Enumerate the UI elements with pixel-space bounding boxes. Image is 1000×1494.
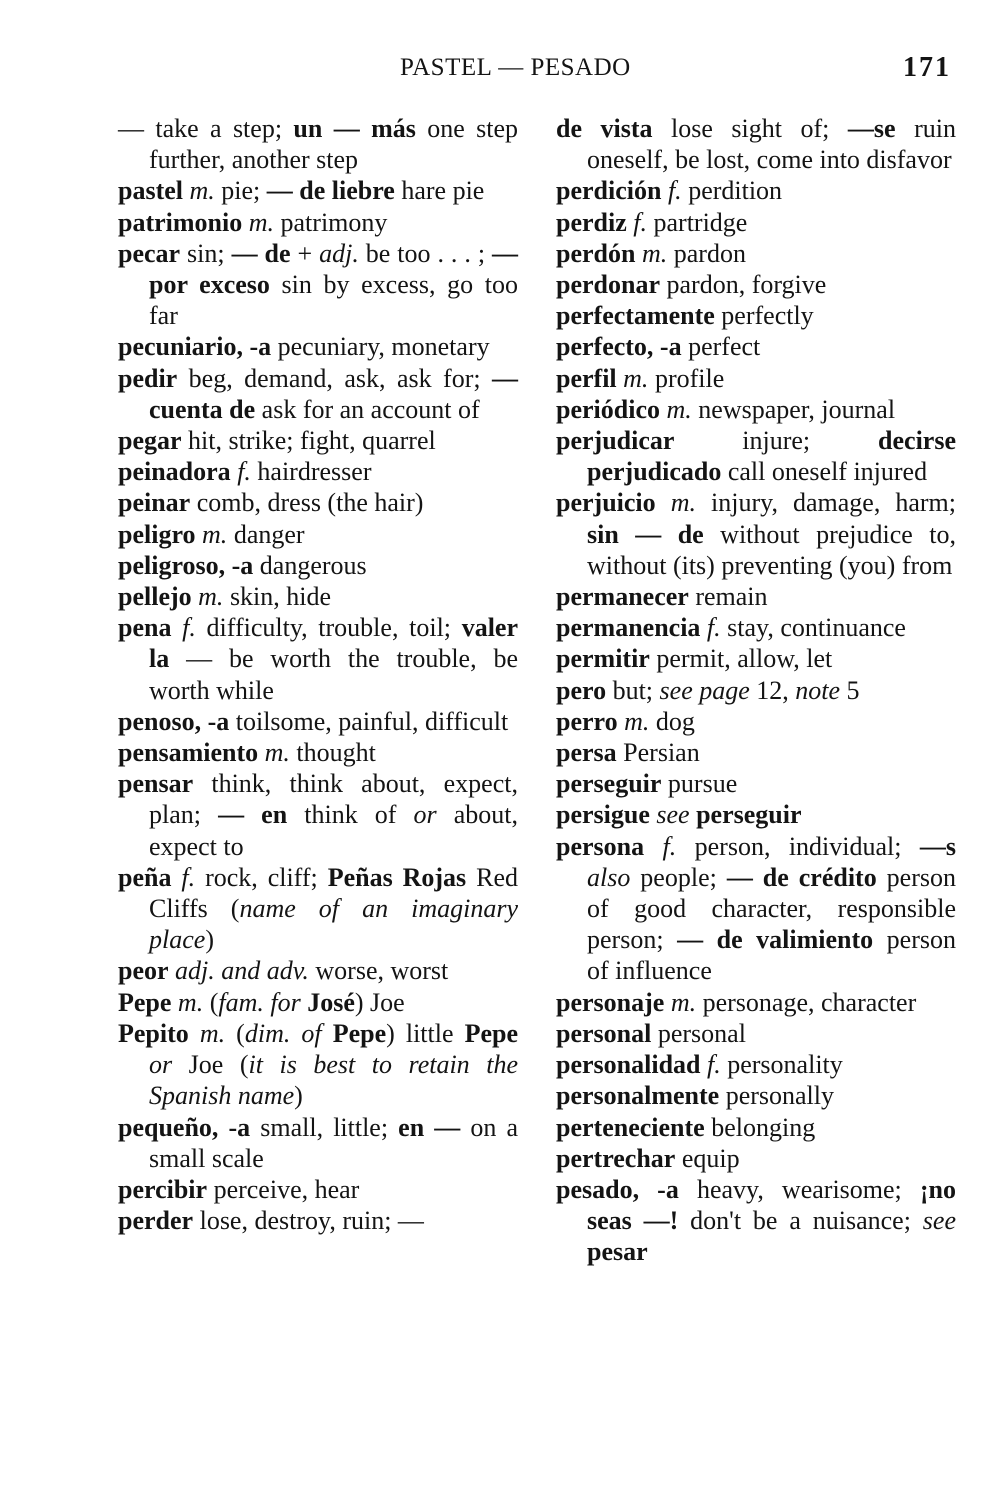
- italic-label: f.: [667, 176, 682, 206]
- dictionary-entry: [118, 1018, 518, 1112]
- definition-text: [644, 832, 662, 861]
- dictionary-entry: [556, 363, 956, 394]
- definition-text: remain: [688, 582, 768, 612]
- definition-text: pardon, forgive: [660, 270, 827, 300]
- definition-text: beg, demand, ask, ask for;: [177, 363, 492, 393]
- definition-text: be too . . . ;: [358, 238, 492, 268]
- headword: peligro: [118, 519, 196, 549]
- dictionary-entry: [556, 425, 956, 487]
- dictionary-entry: [118, 487, 518, 518]
- dictionary-entry: [118, 113, 518, 175]
- definition-text: pardon: [667, 238, 746, 268]
- dictionary-entry: [556, 987, 956, 1018]
- dictionary-entry: [118, 363, 518, 425]
- headword: perjuicio: [556, 488, 656, 518]
- dictionary-entry: [118, 768, 518, 862]
- headword: — por exceso: [149, 238, 518, 300]
- dictionary-entry: [118, 331, 518, 362]
- definition-text: person, individual;: [676, 831, 920, 861]
- headword: — cuenta de: [149, 363, 518, 424]
- definition-text: injure;: [674, 426, 879, 456]
- headword: personal: [556, 1018, 652, 1048]
- dictionary-entry: [556, 1049, 956, 1080]
- right-column: [556, 113, 956, 1268]
- definition-text: skin, hide: [223, 582, 332, 612]
- dictionary-entry: [118, 550, 518, 581]
- definition-text: +: [290, 238, 320, 268]
- dictionary-entry: [556, 331, 956, 362]
- headword: Pepe: [332, 1018, 387, 1048]
- italic-label: m.: [641, 238, 668, 268]
- italic-label: adj.: [175, 956, 215, 986]
- headword: — de crédito: [726, 862, 877, 892]
- dictionary-entry: [118, 425, 518, 456]
- headword: Pepe: [118, 987, 172, 1017]
- definition-text: (: [225, 1018, 245, 1048]
- headword: ¡no seas —!: [587, 1174, 956, 1236]
- headword: percibir: [118, 1174, 208, 1204]
- definition-text: sin by excess, go too far: [149, 270, 518, 331]
- headword: pegar: [118, 426, 182, 456]
- italic-label: m.: [189, 176, 215, 206]
- italic-label: m.: [670, 488, 696, 518]
- definition-text: ): [294, 1081, 303, 1111]
- dictionary-entry: [556, 1080, 956, 1111]
- headword: pensar: [118, 769, 194, 799]
- definition-text: profile: [648, 363, 725, 393]
- headword: perro: [556, 706, 618, 736]
- headword: peinar: [118, 488, 191, 518]
- definition-text: ruin oneself, be lost, come into disfavor: [587, 114, 956, 175]
- italic-label: and: [221, 956, 261, 986]
- headword: Pepe: [464, 1018, 518, 1048]
- headword: peinadora: [118, 457, 231, 487]
- headword: patrimonio: [118, 207, 243, 237]
- dictionary-entry: [556, 1174, 956, 1268]
- dictionary-entry: [118, 581, 518, 612]
- definition-text: think, think about, expect, plan;: [149, 769, 518, 830]
- italic-label: m.: [666, 394, 692, 424]
- dictionary-entry: [118, 737, 518, 768]
- dictionary-entry: [118, 1112, 518, 1174]
- definition-text: about, expect to: [149, 800, 519, 861]
- italic-label: m.: [177, 987, 204, 1017]
- definition-text: — be worth the trouble, be worth while: [149, 644, 518, 705]
- headword: periódico: [556, 394, 660, 424]
- definition-text: perfect: [681, 332, 761, 362]
- dictionary-entry: [118, 987, 518, 1018]
- dictionary-entry: [118, 1205, 518, 1236]
- headword: pastel: [118, 176, 183, 206]
- headword: peor: [118, 956, 169, 986]
- italic-label: name of an imaginary place: [149, 894, 518, 955]
- dictionary-entry: [118, 238, 518, 332]
- headword: persa: [556, 738, 617, 768]
- definition-text: person of good character, responsible person;: [587, 862, 957, 955]
- headword: pertrechar: [556, 1143, 676, 1173]
- headword: permanencia: [556, 613, 701, 643]
- definition-text: danger: [227, 519, 305, 549]
- headword: pedir: [118, 363, 178, 393]
- definition-text: personally: [719, 1081, 835, 1111]
- italic-label: it is best to retain the Spanish name: [149, 1050, 518, 1111]
- dictionary-entry: [556, 737, 956, 768]
- headword: perjudicar: [556, 426, 675, 456]
- headword: decirse perjudicado: [587, 426, 956, 487]
- italic-label: m.: [623, 363, 649, 393]
- dictionary-entry: [118, 862, 518, 956]
- definition-text: 5: [840, 675, 860, 705]
- dictionary-entry: [556, 768, 956, 799]
- definition-text: [171, 613, 182, 642]
- headword: perfectamente: [556, 301, 715, 331]
- page-number: 171: [903, 52, 951, 83]
- definition-text: patrimony: [274, 207, 388, 237]
- headword: pecuniario, -a: [118, 332, 272, 362]
- headword: perfecto, -a: [556, 332, 682, 362]
- italic-label: f.: [707, 1050, 721, 1080]
- italic-label: see: [922, 1206, 956, 1236]
- italic-label: f.: [237, 457, 251, 487]
- italic-label: f.: [181, 862, 196, 892]
- italic-label: also: [587, 862, 631, 892]
- definition-text: stay, continuance: [720, 613, 906, 643]
- dictionary-entry: [556, 487, 956, 581]
- left-column: [118, 113, 518, 1236]
- italic-label: fam. for: [218, 987, 301, 1017]
- definition-text: pecuniary, monetary: [271, 332, 490, 362]
- definition-text: pursue: [661, 769, 738, 799]
- headword: personalidad: [556, 1050, 701, 1080]
- headword: valer la: [149, 613, 518, 674]
- definition-text: permit, allow, let: [649, 644, 833, 674]
- italic-label: or: [149, 1050, 173, 1080]
- definition-text: ): [205, 925, 214, 955]
- italic-label: m.: [199, 1018, 226, 1048]
- headword: persona: [556, 831, 645, 861]
- definition-text: 12,: [749, 675, 796, 705]
- headword: perdición: [556, 176, 662, 206]
- dictionary-entry: [556, 238, 956, 269]
- dictionary-entry: [556, 1112, 956, 1143]
- dictionary-entry: [556, 113, 956, 175]
- headword: personaje: [556, 987, 665, 1017]
- headword: pecar: [118, 238, 181, 268]
- headword: —s: [919, 831, 956, 861]
- dictionary-entry: [118, 456, 518, 487]
- definition-text: thought: [289, 738, 376, 768]
- headword: perdonar: [556, 270, 660, 300]
- definition-text: perfectly: [714, 301, 814, 331]
- italic-label: see: [656, 800, 690, 830]
- definition-text: dog: [649, 706, 695, 736]
- headword: perseguir: [556, 769, 662, 799]
- dictionary-entry: [556, 799, 956, 830]
- headword: penoso, -a: [118, 706, 230, 736]
- dictionary-entry: [556, 175, 956, 206]
- italic-label: m.: [202, 519, 228, 549]
- definition-text: people;: [630, 862, 727, 892]
- definition-text: think of: [287, 800, 414, 830]
- headword: personalmente: [556, 1081, 720, 1111]
- italic-label: dim. of: [244, 1018, 322, 1048]
- definition-text: rock, cliff;: [195, 862, 328, 892]
- headword: pesar: [587, 1237, 648, 1267]
- dictionary-entry: [118, 955, 518, 986]
- definition-text: lose, destroy, ruin; —: [193, 1206, 424, 1236]
- definition-text: partridge: [647, 207, 748, 237]
- headword: pena: [118, 613, 172, 643]
- definition-text: [656, 488, 671, 517]
- definition-text: newspaper, journal: [691, 394, 896, 424]
- dictionary-entry: [556, 831, 956, 987]
- definition-text: lose sight of;: [652, 114, 848, 143]
- dictionary-entry: [556, 581, 956, 612]
- definition-text: (: [203, 987, 219, 1017]
- definition-text: personality: [720, 1050, 843, 1080]
- dictionary-entry: [556, 394, 956, 425]
- headword: de vista: [556, 114, 653, 143]
- headword: perder: [118, 1206, 194, 1236]
- italic-label: m.: [264, 738, 290, 768]
- headword: pequeño, -a: [118, 1112, 251, 1142]
- definition-text: — take a step;: [118, 114, 294, 143]
- definition-text: Joe (: [172, 1050, 249, 1080]
- headword: pensamiento: [118, 738, 259, 768]
- definition-text: heavy, wearisome;: [678, 1174, 920, 1204]
- italic-label: m.: [624, 706, 650, 736]
- headword: —se: [847, 114, 896, 143]
- headword: sin — de: [587, 519, 704, 549]
- headword: pero: [556, 675, 607, 705]
- headword: permitir: [556, 644, 650, 674]
- headword: un — más: [293, 114, 416, 143]
- definition-text: one step further, another step: [149, 114, 519, 175]
- definition-text: toilsome, painful, difficult: [229, 706, 509, 736]
- italic-label: adv.: [266, 956, 309, 986]
- italic-label: adj.: [319, 238, 359, 268]
- definition-text: belonging: [704, 1112, 816, 1142]
- definition-text: [322, 1019, 333, 1048]
- definition-text: without prejudice to, without (its) preventing (you) from: [587, 519, 956, 580]
- dictionary-entry: [556, 643, 956, 674]
- definition-text: hit, strike; fight, quarrel: [181, 426, 436, 456]
- italic-label: m.: [670, 987, 697, 1017]
- definition-text: worse, worst: [308, 956, 449, 986]
- italic-label: or: [413, 800, 437, 830]
- headword: perdiz: [556, 207, 627, 237]
- definition-text: ask for an account of: [255, 394, 480, 424]
- italic-label: note: [795, 675, 841, 705]
- dictionary-entry: [556, 675, 956, 706]
- italic-label: f.: [662, 831, 677, 861]
- headword: perdón: [556, 238, 636, 268]
- headword: — de liebre: [266, 176, 395, 206]
- dictionary-entry: [556, 1143, 956, 1174]
- definition-text: sin;: [180, 238, 232, 268]
- definition-text: person of influence: [587, 925, 956, 986]
- definition-text: personage, character: [696, 987, 917, 1017]
- headword: peña: [118, 862, 172, 892]
- definition-text: Red Cliffs (: [149, 862, 518, 924]
- definition-text: perceive, hear: [207, 1174, 360, 1204]
- definition-text: hare pie: [394, 176, 485, 206]
- headword: perfil: [556, 363, 617, 393]
- headword: Peñas Rojas: [327, 862, 467, 892]
- definition-text: equip: [675, 1143, 740, 1173]
- definition-text: don't be a nuisance;: [678, 1206, 923, 1236]
- definition-text: Persian: [616, 738, 700, 768]
- italic-label: f.: [706, 613, 721, 643]
- definition-text: difficulty, trouble, toil;: [195, 613, 462, 643]
- italic-label: m.: [248, 207, 275, 237]
- dictionary-entry: [556, 706, 956, 737]
- italic-label: see page: [659, 675, 750, 705]
- definition-text: [189, 1019, 200, 1048]
- italic-label: m.: [198, 582, 224, 612]
- definition-text: but;: [606, 675, 660, 705]
- dictionary-entry: [556, 612, 956, 643]
- dictionary-entry: [118, 612, 518, 706]
- headword: José: [307, 987, 355, 1017]
- dictionary-entry: [556, 269, 956, 300]
- dictionary-entry: [556, 1018, 956, 1049]
- definition-text: hairdresser: [250, 457, 372, 487]
- definition-text: personal: [651, 1018, 746, 1048]
- dictionary-entry: [118, 1174, 518, 1205]
- headword: pellejo: [118, 582, 192, 612]
- italic-label: f.: [182, 613, 196, 643]
- definition-text: ) Joe: [354, 987, 405, 1017]
- headword: persigue: [556, 800, 650, 830]
- definition-text: small, little;: [250, 1112, 399, 1142]
- dictionary-entry: [118, 175, 518, 206]
- dictionary-entry: [556, 300, 956, 331]
- headword: Pepito: [118, 1018, 189, 1048]
- dictionary-entry: [118, 706, 518, 737]
- headword: — en: [218, 800, 288, 830]
- definition-text: perdition: [681, 176, 783, 206]
- italic-label: f.: [633, 207, 647, 237]
- dictionary-entry: [556, 207, 956, 238]
- definition-text: ) little: [386, 1018, 465, 1048]
- definition-text: call oneself injured: [721, 457, 928, 487]
- definition-text: injury, damage, harm;: [695, 488, 957, 518]
- dictionary-entry: [118, 207, 518, 238]
- headword: peligroso, -a: [118, 550, 254, 580]
- definition-text: comb, dress (the hair): [190, 488, 424, 518]
- headword: perteneciente: [556, 1112, 705, 1142]
- headword: perseguir: [696, 800, 802, 830]
- page-header: [0, 52, 1000, 86]
- running-head: PASTEL — PESADO: [400, 54, 631, 81]
- headword: en —: [398, 1112, 461, 1142]
- headword: — de: [231, 238, 291, 268]
- headword: — de valimiento: [677, 925, 874, 955]
- headword: pesado, -a: [556, 1174, 679, 1204]
- headword: permanecer: [556, 582, 689, 612]
- dictionary-entry: [118, 519, 518, 550]
- definition-text: pie;: [214, 176, 267, 206]
- definition-text: [171, 863, 181, 892]
- definition-text: dangerous: [253, 550, 367, 580]
- definition-text: on a small scale: [149, 1112, 518, 1173]
